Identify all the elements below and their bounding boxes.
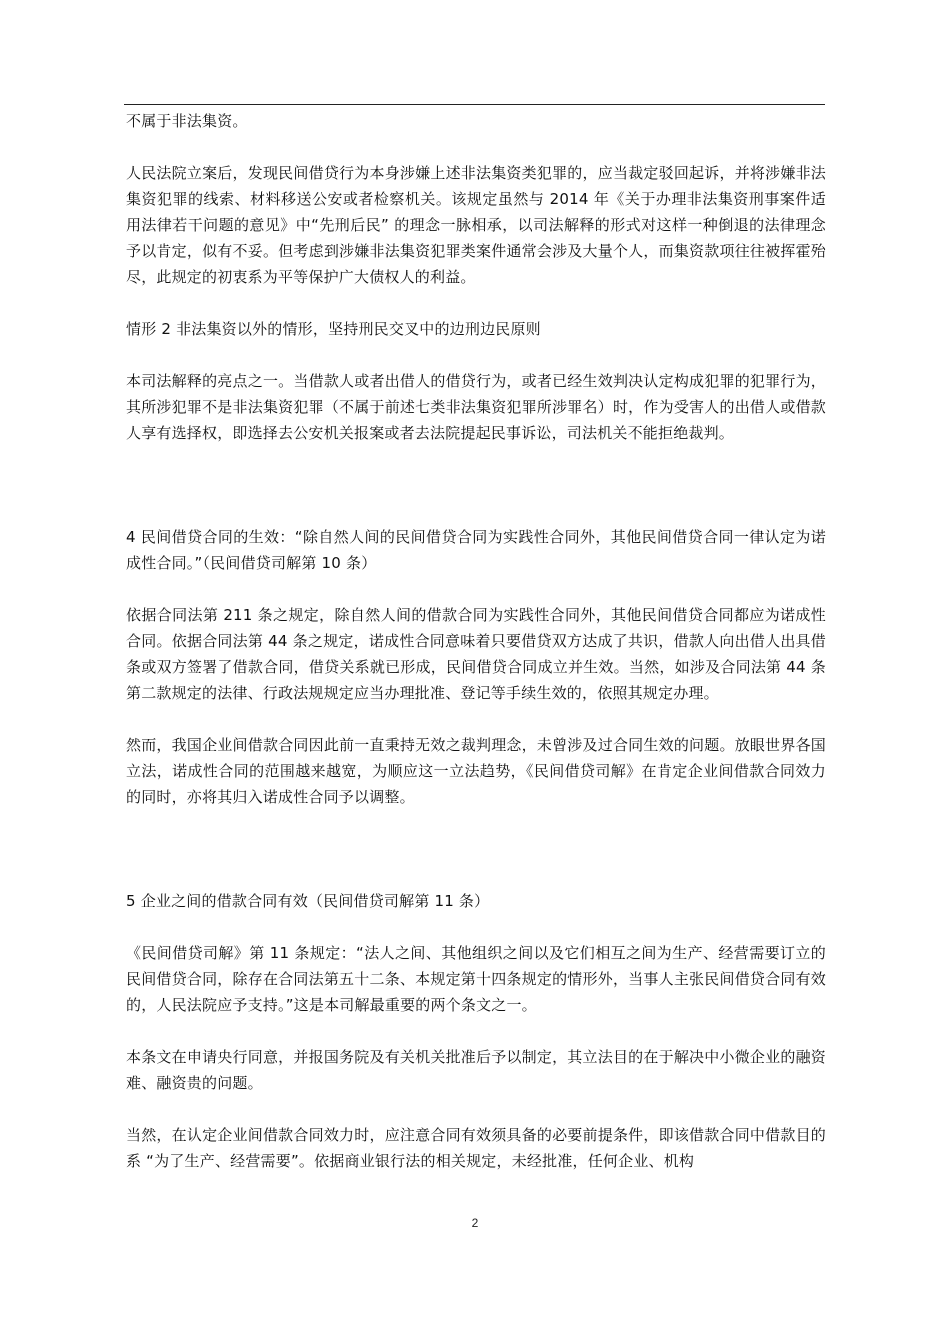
section-5-body-2: 本条文在申请央行同意，并报国务院及有关机关批准后予以制定，其立法目的在于解决中小微企业的融资难、融资贵的问题。	[126, 1048, 826, 1092]
header-rule	[124, 104, 825, 105]
section-spacer	[126, 836, 826, 888]
section-5-body-3: 当然，在认定企业间借款合同效力时，应注意合同有效须具备的必要前提条件，即该借款合同中借款目的系 “为了生产、经营需要”。依据商业银行法的相关规定，未经批准，任何企业、机构	[126, 1126, 826, 1170]
page-number: 2	[471, 1216, 479, 1230]
document-body	[126, 108, 826, 1200]
paragraph-case-2-heading: 情形 2 非法集资以外的情形，坚持刑民交叉中的边刑边民原则	[126, 320, 541, 338]
section-4-body-1: 依据合同法第 211 条之规定，除自然人间的借款合同为实践性合同外，其他民间借贷合同都应为诺成性合同。依据合同法第 44 条之规定，诺成性合同意味着只要借贷双方达成了共识，借款人向出借人出具借条或双方签署了借款合同，借贷关系就已形成，民间借贷合同成立并生效。当然，如涉及合同法第 44 条第二款规定的法律、行政法规规定应当办理批准、登记等手续生效的，依照其规定办理。	[126, 606, 826, 702]
section-5-heading: 5 企业之间的借款合同有效（民间借贷司解第 11 条）	[126, 892, 490, 910]
section-spacer	[126, 472, 826, 524]
section-4-heading: 4 民间借贷合同的生效：“除自然人间的民间借贷合同为实践性合同外，其他民间借贷合同一律认定为诺成性合同。”（民间借贷司解第 10 条）	[126, 528, 826, 572]
paragraph-court-dismissal: 人民法院立案后，发现民间借贷行为本身涉嫌上述非法集资类犯罪的，应当裁定驳回起诉，并将涉嫌非法集资犯罪的线索、材料移送公安或者检察机关。该规定虽然与 2014 年《关于办理非法集资刑事案件适用法律若干问题的意见》中“先刑后民” 的理念一脉相承，以司法解释的形式对这样一种倒退的法律理念予以肯定，似有不妥。但考虑到涉嫌非法集资犯罪类案件通常会涉及大量个人，而集资款项往往被挥霍殆尽，此规定的初衷系为平等保护广大债权人的利益。	[126, 164, 826, 286]
section-4-body-2: 然而，我国企业间借款合同因此前一直秉持无效之裁判理念，未曾涉及过合同生效的问题。放眼世界各国立法，诺成性合同的范围越来越宽，为顺应这一立法趋势，《民间借贷司解》在肯定企业间借款合同效力的同时，亦将其归入诺成性合同予以调整。	[126, 736, 826, 806]
paragraph-case-2-body: 本司法解释的亮点之一。当借款人或者出借人的借贷行为，或者已经生效判决认定构成犯罪的犯罪行为，其所涉犯罪不是非法集资犯罪（不属于前述七类非法集资犯罪所涉罪名）时，作为受害人的出借人或借款人享有选择权，即选择去公安机关报案或者去法院提起民事诉讼，司法机关不能拒绝裁判。	[126, 372, 826, 442]
paragraph-illegal-fundraising-end: 不属于非法集资。	[126, 112, 248, 130]
section-5-body-1: 《民间借贷司解》第 11 条规定：“法人之间、其他组织之间以及它们相互之间为生产、经营需要订立的民间借贷合同，除存在合同法第五十二条、本规定第十四条规定的情形外，当事人主张民间借贷合同有效的，人民法院应予支持。”这是本司解最重要的两个条文之一。	[126, 944, 826, 1014]
